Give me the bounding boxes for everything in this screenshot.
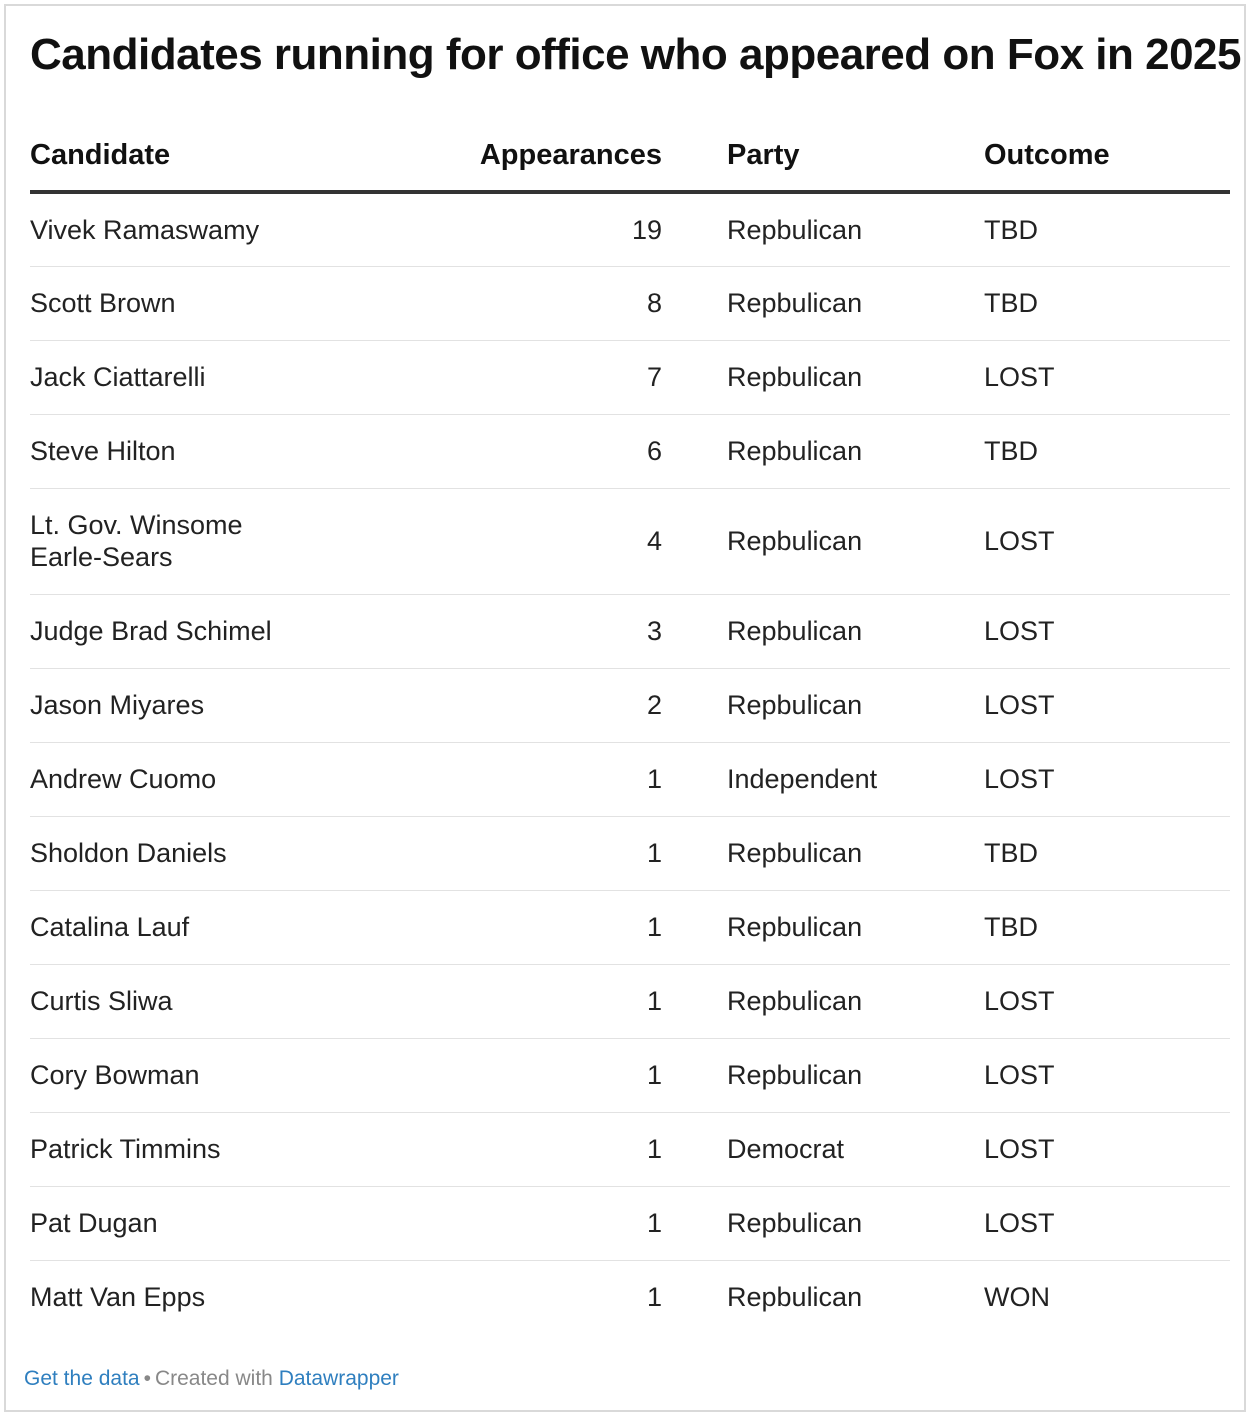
column-header-party[interactable]: Party [662, 118, 984, 192]
footer-separator: • [143, 1367, 151, 1390]
table-row [30, 266, 1230, 340]
chart-frame [4, 4, 1246, 1412]
cell-appearances: 7 [450, 340, 662, 414]
cell-party: Repbulican [662, 816, 984, 890]
cell-outcome: TBD [984, 890, 1230, 964]
cell-party: Repbulican [662, 594, 984, 668]
cell-outcome: LOST [984, 488, 1230, 594]
cell-party: Repbulican [662, 668, 984, 742]
data-table [30, 118, 1230, 1334]
cell-appearances: 1 [450, 1038, 662, 1112]
datawrapper-link[interactable]: Datawrapper [278, 1367, 399, 1390]
cell-party: Repbulican [662, 266, 984, 340]
cell-party: Repbulican [662, 890, 984, 964]
table-row [30, 340, 1230, 414]
table-row [30, 488, 1230, 594]
cell-appearances: 1 [450, 964, 662, 1038]
chart-title: Candidates running for office who appeared on Fox in 2025 [30, 30, 1241, 79]
column-header-appearances[interactable]: Appearances [450, 118, 662, 192]
table-row [30, 1038, 1230, 1112]
cell-party: Repbulican [662, 192, 984, 266]
cell-party: Repbulican [662, 1186, 984, 1260]
cell-outcome: TBD [984, 192, 1230, 266]
table-body [30, 192, 1230, 1334]
cell-candidate: Curtis Sliwa [30, 964, 450, 1038]
cell-party: Repbulican [662, 1038, 984, 1112]
cell-appearances: 6 [450, 414, 662, 488]
cell-party: Repbulican [727, 1282, 863, 1313]
cell-outcome: TBD [984, 816, 1230, 890]
cell-appearances: 1 [450, 890, 662, 964]
table-row [30, 964, 1230, 1038]
cell-outcome: LOST [984, 1186, 1230, 1260]
table-row [30, 594, 1230, 668]
cell-appearances: 1 [646, 1282, 662, 1313]
cell-outcome: LOST [984, 1038, 1230, 1112]
cell-candidate: Lt. Gov. Winsome Earle-Sears [30, 488, 450, 594]
table-row [30, 668, 1230, 742]
cell-candidate: Pat Dugan [30, 1186, 450, 1260]
cell-candidate: Andrew Cuomo [30, 742, 450, 816]
table-row [30, 816, 1230, 890]
footer [24, 1367, 399, 1391]
cell-appearances: 4 [450, 488, 662, 594]
cell-outcome: LOST [984, 594, 1230, 668]
cell-appearances: 8 [450, 266, 662, 340]
cell-appearances: 1 [450, 1112, 662, 1186]
cell-candidate: Sholdon Daniels [30, 816, 450, 890]
cell-appearances: 1 [450, 1186, 662, 1260]
cell-candidate: Matt Van Epps [30, 1282, 206, 1313]
cell-party: Repbulican [662, 964, 984, 1038]
cell-appearances: 1 [450, 742, 662, 816]
column-header-outcome[interactable]: Outcome [984, 118, 1230, 192]
cell-party: Independent [662, 742, 984, 816]
table-row [30, 1112, 1230, 1186]
cell-outcome: WON [984, 1282, 1050, 1313]
table-row [30, 742, 1230, 816]
cell-outcome: TBD [984, 414, 1230, 488]
cell-outcome: LOST [984, 1112, 1230, 1186]
cell-candidate: Steve Hilton [30, 414, 450, 488]
cell-outcome: LOST [984, 340, 1230, 414]
cell-appearances: 1 [450, 816, 662, 890]
cell-appearances: 2 [450, 668, 662, 742]
cell-candidate: Scott Brown [30, 266, 450, 340]
cell-party: Repbulican [662, 340, 984, 414]
cell-party: Democrat [662, 1112, 984, 1186]
cell-party: Repbulican [662, 414, 984, 488]
cell-candidate: Jason Miyares [30, 668, 450, 742]
cell-candidate: Vivek Ramaswamy [30, 192, 450, 266]
cell-appearances: 3 [450, 594, 662, 668]
table-row [30, 1186, 1230, 1260]
table-row [30, 192, 1230, 266]
cell-appearances: 19 [450, 192, 662, 266]
cell-outcome: LOST [984, 668, 1230, 742]
cell-candidate: Patrick Timmins [30, 1112, 450, 1186]
table-row [30, 890, 1230, 964]
table-row [30, 414, 1230, 488]
table-row [30, 1260, 1230, 1334]
cell-outcome: LOST [984, 964, 1230, 1038]
created-with-text: Created with [154, 1367, 273, 1390]
cell-candidate: Catalina Lauf [30, 890, 450, 964]
column-header-candidate[interactable]: Candidate [30, 118, 450, 192]
cell-candidate: Judge Brad Schimel [30, 594, 450, 668]
cell-party: Repbulican [662, 488, 984, 594]
table-header-row [30, 118, 1230, 192]
cell-outcome: TBD [984, 266, 1230, 340]
cell-candidate: Cory Bowman [30, 1038, 450, 1112]
cell-outcome: LOST [984, 742, 1230, 816]
cell-candidate: Jack Ciattarelli [30, 340, 450, 414]
get-data-link[interactable]: Get the data [24, 1367, 140, 1390]
